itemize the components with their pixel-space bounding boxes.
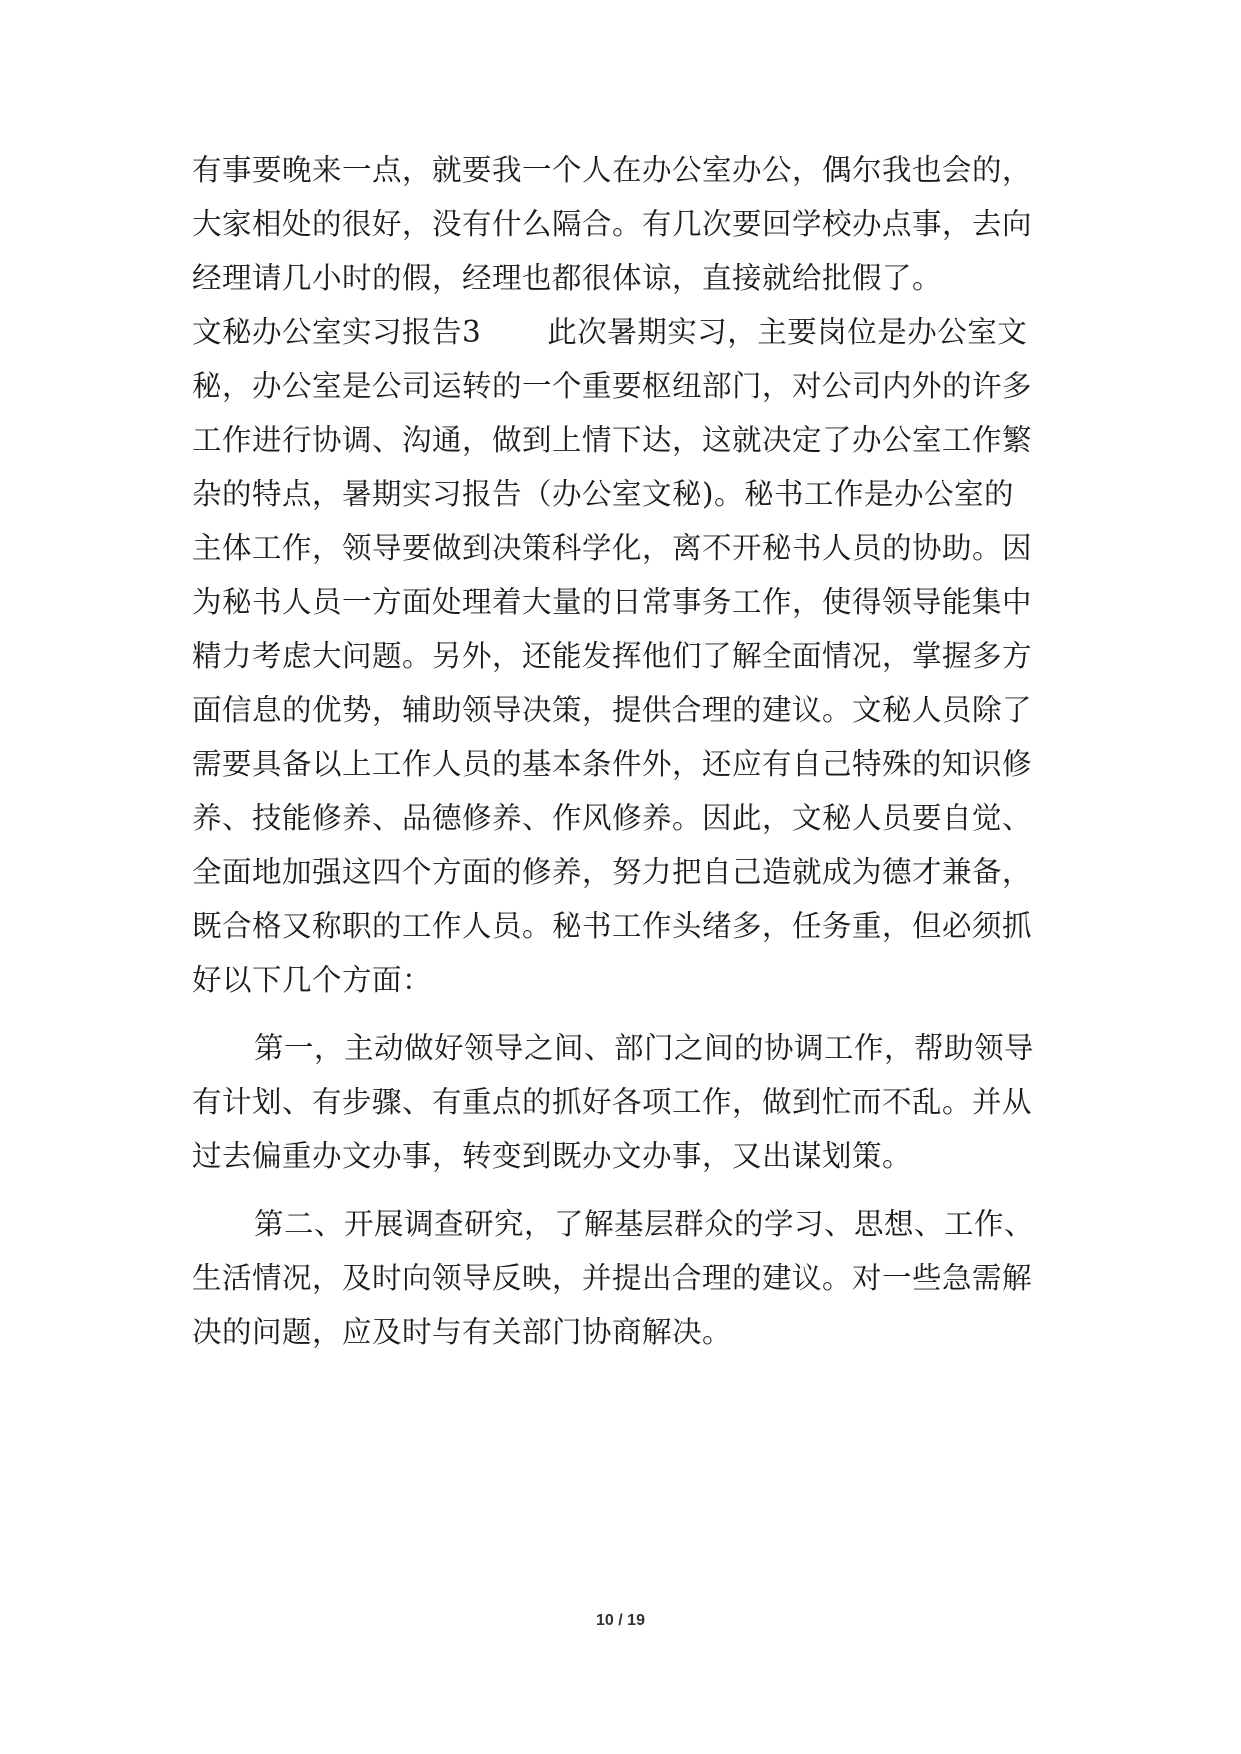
- text-line: 过去偏重办文办事，转变到既办文办事，又出谋划策。: [192, 1139, 913, 1173]
- text-line: 生活情况，及时向领导反映，并提出合理的建议。对一些急需解: [192, 1261, 1033, 1295]
- text-line: 经理请几小时的假，经理也都很体谅，直接就给批假了。: [192, 261, 943, 295]
- text-line: 精力考虑大问题。另外，还能发挥他们了解全面情况，掌握多方: [192, 639, 1033, 673]
- text-line: 此次暑期实习，主要岗位是办公室文: [547, 315, 1028, 349]
- section-heading: 文秘办公室实习报告3: [192, 315, 482, 349]
- text-line: 工作进行协调、沟通，做到上情下达，这就决定了办公室工作繁: [192, 423, 1033, 457]
- text-line: 有计划、有步骤、有重点的抓好各项工作，做到忙而不乱。并从: [192, 1085, 1033, 1119]
- text-line: 全面地加强这四个方面的修养，努力把自己造就成为德才兼备，: [192, 855, 1033, 889]
- text-line: 大家相处的很好，没有什么隔合。有几次要回学校办点事，去向: [192, 207, 1033, 241]
- text-line: 决的问题，应及时与有关部门协商解决。: [192, 1315, 733, 1349]
- text-line: 既合格又称职的工作人员。秘书工作头绪多，任务重，但必须抓: [192, 909, 1033, 943]
- section-heading-line: [192, 314, 1027, 350]
- text-line: 面信息的优势，辅助领导决策，提供合理的建议。文秘人员除了: [192, 693, 1033, 727]
- text-line: 有事要晚来一点，就要我一个人在办公室办公，偶尔我也会的，: [192, 153, 1033, 187]
- text-line: 养、技能修养、品德修养、作风修养。因此，文秘人员要自觉、: [192, 801, 1033, 835]
- text-line: 主体工作，领导要做到决策科学化，离不开秘书人员的协助。因: [192, 531, 1033, 565]
- text-line: 杂的特点，暑期实习报告（办公室文秘)。秘书工作是办公室的: [192, 477, 1015, 511]
- page-number: 10 / 19: [596, 1612, 645, 1629]
- text-line: 为秘书人员一方面处理着大量的日常事务工作，使得领导能集中: [192, 585, 1033, 619]
- paragraph-first-line: 第二、开展调查研究，了解基层群众的学习、思想、工作、: [254, 1207, 1035, 1241]
- text-line: 需要具备以上工作人员的基本条件外，还应有自己特殊的知识修: [192, 747, 1033, 781]
- text-line: 秘，办公室是公司运转的一个重要枢纽部门，对公司内外的许多: [192, 369, 1033, 403]
- paragraph-first-line: 第一，主动做好领导之间、部门之间的协调工作，帮助领导: [254, 1031, 1035, 1065]
- text-line: 好以下几个方面：: [192, 963, 433, 997]
